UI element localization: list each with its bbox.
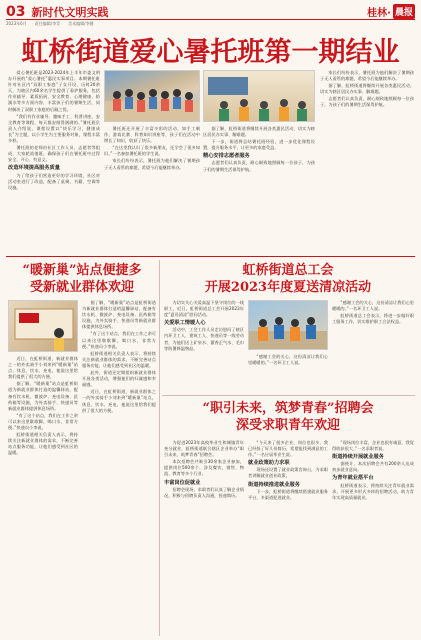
story2-paragraph: 据了解，“暖新巢”站点是虹桥街道为新就业群体打造的温馨驿站，配备有饮水机、微波炉、充电设备、医药箱等设施，为外卖骑手、快递员等新就业群体提供休息场所。 [8, 381, 78, 411]
story2-paragraph: 近日，在虹桥街道，新就业群体之一的外卖骑手小刘来到“暖新巢”站点，休息、饮水、充电，他说这里给我们提供了很大的方便。 [82, 389, 156, 413]
story4-paragraph: 现场还设置了就业政策咨询台，为求职者讲解就业创业政策。 [248, 467, 328, 479]
story2-headline-line1: “暖新巢”站点便捷多 [22, 263, 142, 278]
story4-subhead: 丰富岗位促就业 [164, 479, 201, 486]
story2-paragraph: 近日，在虹桥街道，新就业群体之一的外卖骑手小刘来到“暖新巢”站点，休息、饮水、充电，他说这里给我们提供了很大的方便。 [8, 356, 78, 380]
story4-paragraph: 招聘会现场，求职者们认真了解企业情况，积极与招聘负责人沟通，投递简历。 [164, 486, 244, 498]
story4-column-2 [248, 440, 328, 636]
dateline [6, 21, 93, 27]
cooling-visit-photo-illustration [249, 301, 328, 350]
story4-subhead: 就业政策助力求职 [248, 460, 290, 467]
section-title: 新时代文明实践 [31, 5, 109, 19]
brand-logo: 晨报 [393, 4, 415, 19]
lead-paragraph: 志愿者们认真负责，耐心细致地照顾每一位孩子，为孩子们的暑期生活保驾护航。 [320, 96, 414, 108]
designer-credit: 美术编辑/李健 [68, 21, 94, 26]
issue-date: 2023年6月 [6, 21, 27, 26]
story4-paragraph: 下一步，虹桥街道将继续搭建就业服务平台，多渠道促进就业。 [248, 488, 328, 500]
story4-headline [162, 400, 414, 434]
lead-paragraph: 据了解，虹桥街道将继续开展各类惠民活动，切实为辖区居民办实事、解难题。 [203, 126, 315, 138]
story3-headline [162, 262, 414, 296]
story3-paragraph: 活动中，工会工作人员走访慰问了辖区内环卫工人、建筑工人、快递员等一线劳动者，为他们送上矿泉水、藿香正气水、毛巾等防暑降温物品。 [164, 327, 244, 351]
editor-credit: 责任编辑/李青 [34, 21, 61, 26]
station-photo-illustration [9, 301, 78, 352]
story3-photo [248, 300, 328, 350]
story3-paragraph: 为切实关心关爱高温下坚守岗位的一线职工，近日，虹桥街道总工会开展2023年度“夏送清凉”慰问活动。 [164, 300, 244, 318]
story2-paragraph: 虹桥街道相关负责人表示，将持续关注新就业群体的需求，不断完善站点服务功能，让他们感受到社区的温暖。 [8, 432, 78, 456]
story4-paragraph: “现场岗位丰富，企业也很有诚意，我觉得收获很大。”一名求职者说。 [332, 440, 414, 452]
story3-subhead: 关爱职工情暖人心 [164, 320, 206, 327]
lead-paragraph: 暑托班还开展了丰富多彩的活动，如手工制作、游戏比赛、科普知识讲座等，孩子们在活动中增长了知识，收获了快乐。 [104, 126, 200, 144]
story4-column-3 [332, 440, 414, 636]
story4-column-1 [164, 440, 244, 636]
story3-paragraph: 虹桥街道总工会表示，将进一步做好职工服务工作，切实维护职工合法权益。 [332, 313, 414, 325]
story3-headline-line2: 开展2023年度夏送清凉活动 [204, 280, 372, 295]
classroom-photo-illustration [204, 71, 315, 122]
lead-paragraph: 爱心暑托班是2023-2024年上半年市委文明办开展的“爱心暑托”惠民实事项目。本期暑托班针对社区内“双职工家庭”子女开设，历时20余天，为辖区内60余名学生提供了看护服务，包括作业辅导、素质拓展、安全教育、心理健康、防溺水等多方面内容，丰富孩子们的暑期生活，同时解决了双职工家庭的后顾之忧。 [8, 70, 100, 112]
brand [367, 4, 415, 19]
lead-paragraph: 家长们纷纷表示，暑托班为他们解决了暑期孩子无人看管的难题，希望今后能继续举办。 [104, 158, 200, 170]
lead-paragraph: 志愿者们认真负责，耐心细致地照顾每一位孩子，为孩子们的暑期生活保驾护航。 [203, 160, 315, 172]
brand-name: 桂林· [367, 8, 391, 19]
lead-subhead: 精心安排志愿者服务 [203, 153, 250, 160]
masthead-bar [6, 4, 415, 20]
story3-paragraph: “感谢工会的关心，这份清凉让我们心里暖暖的。”一名环卫工人说。 [332, 300, 414, 312]
story4-paragraph: 为促进2023年高校毕业生和城镇青年充分就业，虹桥街道联合辖区企业举办“职引未来，筑梦青春”招聘会。 [164, 440, 244, 458]
lead-paragraph: 暑托班的老师由社区工作人员、志愿者等组成，大家轮流值班，确保孩子们在暑托班中过得安全、开心、有意义。 [8, 145, 100, 163]
story3-column-1 [164, 300, 244, 390]
story3-paragraph: “感谢工会的关心，这份清凉让我们心里暖暖的。”一名环卫工人说。 [248, 354, 328, 366]
lead-column-3 [203, 126, 315, 252]
story2-headline [8, 262, 156, 296]
story4-subhead: 为青年就业搭平台 [332, 475, 374, 482]
story4-headline-line2: 深受求职青年欢迎 [235, 418, 340, 433]
lead-photo-group [104, 70, 200, 122]
story2-column-1 [8, 356, 78, 636]
story2-paragraph: 此外，街道还定期组织新就业群体开展各类活动，增强他们的归属感和幸福感。 [82, 370, 156, 388]
story2-column-2 [82, 300, 156, 636]
column-rule [159, 260, 160, 636]
story2-paragraph: 虹桥街道相关负责人表示，将持续关注新就业群体的需求，不断完善站点服务功能，让他们感受到社区的温暖。 [82, 350, 156, 368]
lead-paragraph: “在这里我认识了很多新朋友，还学会了很多知识。”一名参加暑托班的学生说。 [104, 145, 200, 157]
story3-column-2 [248, 354, 328, 392]
lead-paragraph: 下一步，街道将总结暑托班经验，进一步优化课程设置，提升服务水平，让更多的家庭受益。 [203, 139, 315, 151]
story2-paragraph: “有了这个站点，我们在工作之余可以来这里歇歇脚，喝口水，非常方便。”快递员小李说。 [82, 331, 156, 349]
lead-photo-class [203, 70, 315, 122]
story4-headline-line1: “职引未来，筑梦青春”招聘会 [202, 401, 374, 416]
section-divider [162, 395, 415, 396]
lead-column-1 [8, 70, 100, 252]
story4-subhead: 街道持续推进就业服务 [248, 481, 300, 488]
section-divider [6, 256, 415, 257]
story4-paragraph: 据统计，本次招聘会共有200余人达成初步就业意向。 [332, 461, 414, 473]
lead-column-2 [104, 126, 200, 252]
story3-column-3 [332, 300, 414, 392]
story2-paragraph: 据了解，“暖新巢”站点是虹桥街道为新就业群体打造的温馨驿站，配备有饮水机、微波炉、充电设备、医药箱等设施，为外卖骑手、快递员等新就业群体提供休息场所。 [82, 300, 156, 330]
lead-paragraph: 家长们纷纷表示，暑托班为他们解决了暑期孩子无人看管的难题，希望今后能继续举办。 [320, 70, 414, 82]
lead-headline: 虹桥街道爱心暑托班第一期结业 [21, 37, 400, 68]
story4-paragraph: 虹桥街道表示，将持续关注青年就业需求，开展更多形式多样的招聘活动，助力青年实现高质量就业。 [332, 482, 414, 500]
story4-paragraph: 本次招聘会共吸引30余家企业参加，提供岗位500余个，涉及餐饮、销售、物流、教育等多个行业。 [164, 459, 244, 477]
story4-subhead: 街道持续开展就业服务 [332, 454, 384, 461]
page-number: 03 [6, 3, 26, 20]
lead-paragraph: 据了解，虹桥街道将继续开展各类惠民活动，切实为辖区居民办实事、解难题。 [320, 83, 414, 95]
story2-headline-line2: 受新就业群体欢迎 [29, 280, 134, 295]
story3-headline-line1: 虹桥街道总工会 [242, 263, 334, 278]
story4-paragraph: “今天来了很多企业，岗位也很多，我已经投了好几份简历，希望能找到满意的工作。”一名应届毕业生说。 [248, 440, 328, 458]
lead-paragraph: 为了给孩子们营造更好的学习环境，社区对活动室进行了改造，配备了桌椅、书籍、空调等设施。 [8, 172, 100, 190]
lead-paragraph: “我们有作业辅导、趣味手工、科普讲座、安全教育等课程，每天都安排得满满的。”暑托班负责人介绍说，课程设置以“快乐学习，健康成长”为主题，以小学生为主要服务对象，课程丰富多样。 [8, 113, 100, 144]
lead-column-4 [320, 70, 414, 252]
story2-paragraph: “有了这个站点，我们在工作之余可以来这里歇歇脚，喝口水，非常方便。”快递员小李说。 [8, 412, 78, 431]
lead-subhead: 改造环境提高服务质量 [8, 165, 60, 172]
story2-photo [8, 300, 78, 352]
group-photo-illustration [105, 71, 200, 122]
